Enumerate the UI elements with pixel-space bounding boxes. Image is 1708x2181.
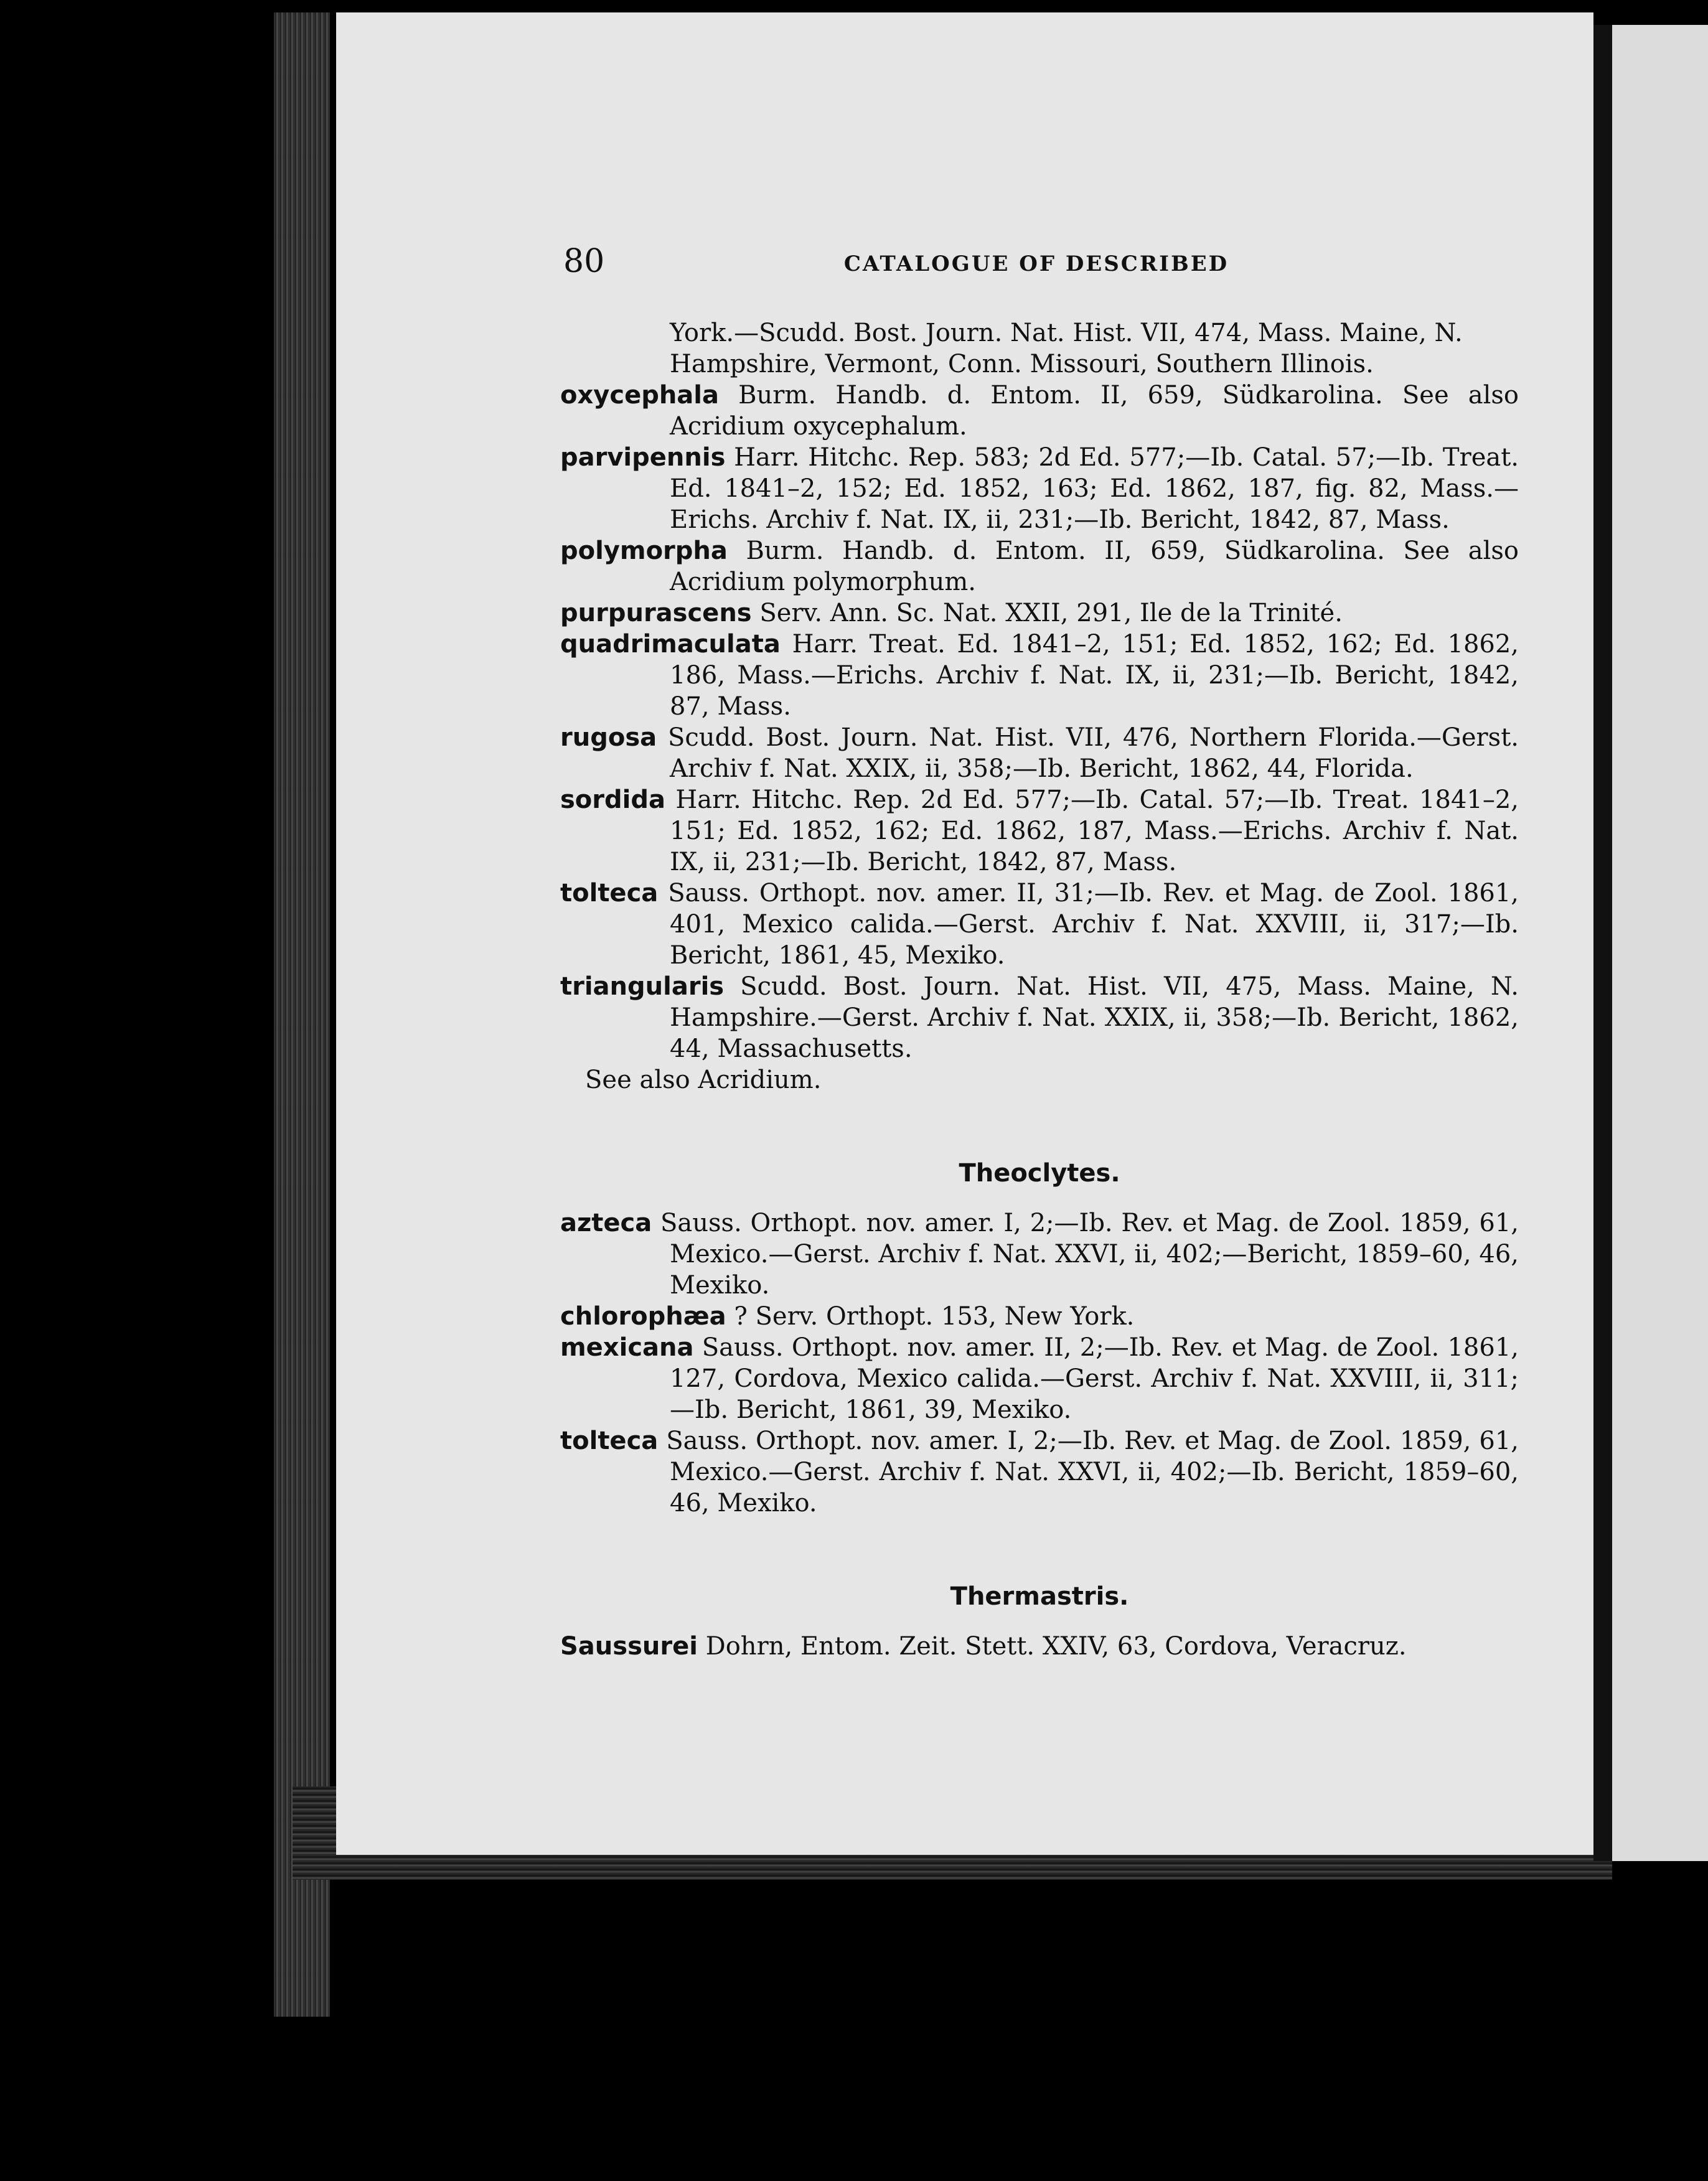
species-name: tolteca	[560, 1427, 659, 1455]
catalogue-entry	[560, 380, 1519, 442]
species-name: parvipennis	[560, 443, 726, 472]
entry-list-a	[560, 380, 1519, 1064]
catalogue-entry	[560, 629, 1519, 722]
catalogue-entry	[560, 971, 1519, 1064]
entry-text: Sauss. Orthopt. nov. amer. I, 2;—Ib. Rev. et Mag. de Zool. 1859, 61, Mexico.—Gerst. Archiv f. Nat. XXVI, ii, 402;—Ib. Bericht, 1859–60, 46, Mexiko.	[666, 1427, 1519, 1517]
species-name: azteca	[560, 1209, 652, 1237]
entry-text: Scudd. Bost. Journ. Nat. Hist. VII, 476, Northern Florida.—Gerst. Archiv f. Nat. XXIX, ii, 358;—Ib. Bericht, 1862, 44, Florida.	[668, 723, 1519, 783]
species-name: chlorophæa	[560, 1302, 726, 1331]
entry-text: ? Serv. Orthopt. 153, New York.	[734, 1302, 1135, 1331]
entry-text: Burm. Handb. d. Entom. II, 659, Südkarolina. See also Acridium oxycephalum.	[670, 381, 1519, 441]
entry-text: Scudd. Bost. Journ. Nat. Hist. VII, 475, Mass. Maine, N. Hampshire.—Gerst. Archiv f. Nat. XXIX, ii, 358;—Ib. Bericht, 1862, 44, Massachusetts.	[670, 972, 1519, 1063]
entry-text: Harr. Hitchc. Rep. 583; 2d Ed. 577;—Ib. Catal. 57;—Ib. Treat. Ed. 1841–2, 152; Ed. 1852, 163; Ed. 1862, 187, fig. 82, Mass.—Erichs. Archiv f. Nat. IX, ii, 231;—Ib. Bericht, 1842, 87, Mass.	[670, 443, 1519, 534]
page-header	[563, 243, 1509, 286]
species-name: sordida	[560, 786, 665, 814]
entry-list-c	[560, 1631, 1519, 1662]
catalogue-entry	[560, 1631, 1519, 1662]
catalogue-entry	[560, 598, 1519, 629]
species-name: tolteca	[560, 879, 659, 908]
catalogue-entry	[560, 878, 1519, 971]
species-name: rugosa	[560, 723, 657, 752]
page-content	[560, 317, 1519, 1662]
catalogue-entry	[560, 1425, 1519, 1519]
catalogue-entry	[560, 1301, 1519, 1332]
book-edge	[274, 12, 330, 2017]
species-name: triangularis	[560, 972, 725, 1001]
catalogue-entry	[560, 722, 1519, 784]
entry-text: Dohrn, Entom. Zeit. Stett. XXIV, 63, Cordova, Veracruz.	[705, 1632, 1407, 1661]
page-number: 80	[563, 243, 605, 280]
catalogue-page	[336, 12, 1593, 1855]
entry-text: Burm. Handb. d. Entom. II, 659, Südkarolina. See also Acridium polymorphum.	[670, 537, 1519, 596]
continuation-text: York.—Scudd. Bost. Journ. Nat. Hist. VII, 474, Mass. Maine, N. Hampshire, Vermont, Conn. Missouri, Southern Illinois.	[670, 319, 1463, 378]
running-head: CATALOGUE OF DESCRIBED	[843, 251, 1229, 276]
entry-text: Sauss. Orthopt. nov. amer. I, 2;—Ib. Rev. et Mag. de Zool. 1859, 61, Mexico.—Gerst. Archiv f. Nat. XXVI, ii, 402;—Bericht, 1859–60, 46, Mexiko.	[660, 1209, 1519, 1300]
species-name: polymorpha	[560, 537, 728, 565]
catalogue-entry	[560, 535, 1519, 598]
species-name: oxycephala	[560, 381, 719, 410]
entry-text: Sauss. Orthopt. nov. amer. II, 2;—Ib. Rev. et Mag. de Zool. 1861, 127, Cordova, Mexico calida.—Gerst. Archiv f. Nat. XXVIII, ii, 311;—Ib. Bericht, 1861, 39, Mexiko.	[670, 1333, 1519, 1424]
species-name: Saussurei	[560, 1632, 698, 1661]
facing-page	[1612, 25, 1708, 1861]
see-also-note: See also Acridium.	[585, 1066, 822, 1094]
catalogue-entry	[560, 784, 1519, 878]
catalogue-entry	[560, 442, 1519, 535]
species-name: mexicana	[560, 1333, 694, 1362]
entry-text: Harr. Treat. Ed. 1841–2, 151; Ed. 1852, 162; Ed. 1862, 186, Mass.—Erichs. Archiv f. Nat. IX, ii, 231;—Ib. Bericht, 1842, 87, Mass.	[670, 630, 1519, 721]
entry-text: Sauss. Orthopt. nov. amer. II, 31;—Ib. Rev. et Mag. de Zool. 1861, 401, Mexico calida.—Gerst. Archiv f. Nat. XXVIII, ii, 317;—Ib. Bericht, 1861, 45, Mexiko.	[668, 879, 1519, 970]
genus-heading-theoclytes: Theoclytes.	[959, 1159, 1120, 1188]
entry-text: Serv. Ann. Sc. Nat. XXII, 291, Ile de la Trinité.	[759, 599, 1343, 627]
species-name: quadrimaculata	[560, 630, 781, 659]
genus-heading-thermastris: Thermastris.	[950, 1582, 1129, 1611]
catalogue-entry	[560, 1332, 1519, 1425]
catalogue-entry	[560, 1208, 1519, 1301]
species-name: purpurascens	[560, 599, 752, 627]
entry-list-b	[560, 1208, 1519, 1519]
entry-text: Harr. Hitchc. Rep. 2d Ed. 577;—Ib. Catal. 57;—Ib. Treat. 1841–2, 151; Ed. 1852, 162; Ed. 1862, 187, Mass.—Erichs. Archiv f. Nat. IX, ii, 231;—Ib. Bericht, 1842, 87, Mass.	[670, 786, 1519, 876]
